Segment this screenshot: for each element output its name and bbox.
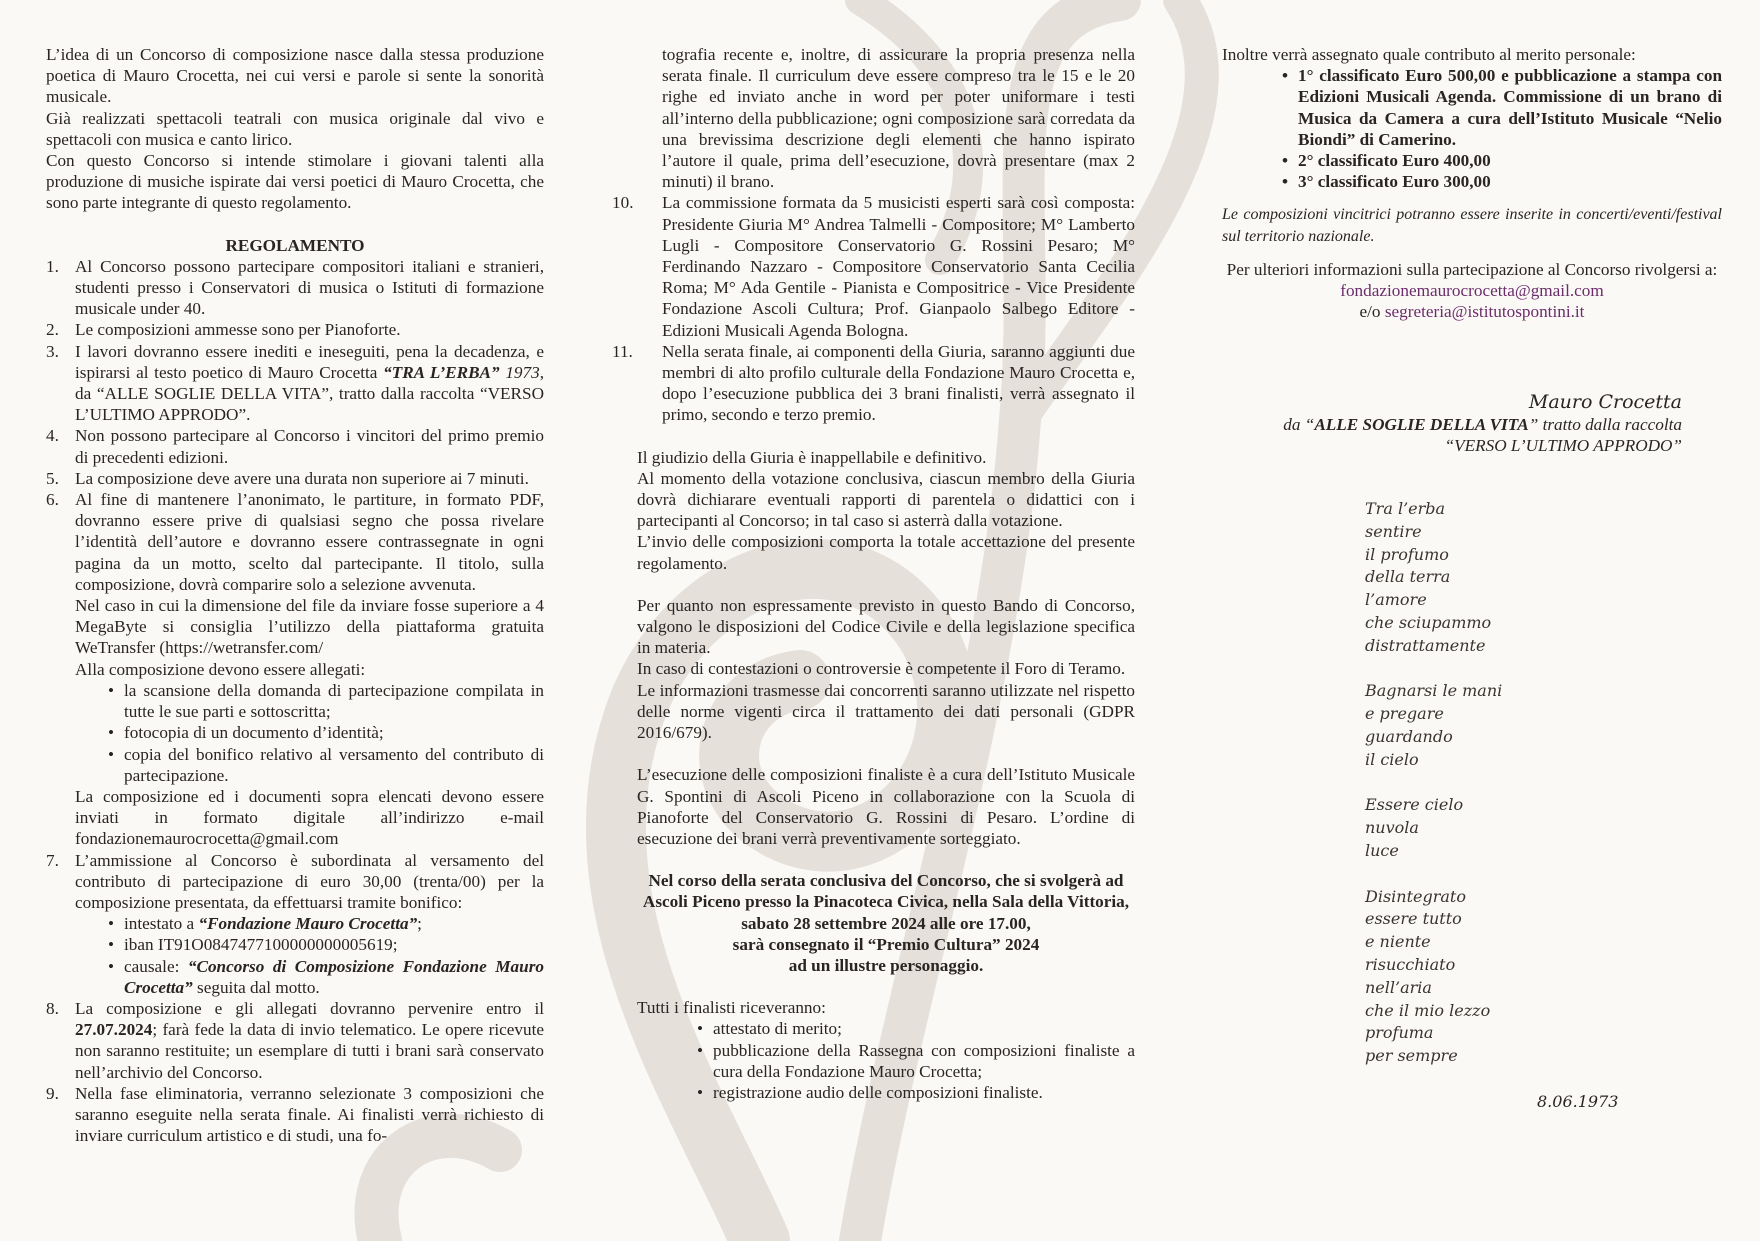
rule-5: 5. La composizione deve avere una durata non superiore ai 7 minuti. [46,468,529,488]
poem-line: il cielo [1365,749,1419,769]
info-text: Per ulteriori informazioni sulla partecipazione al Concorso rivolgersi a: [1226,259,1718,279]
payment-item: • iban IT91O0847477100000000005619; [108,934,544,955]
poem-line: che sciupammo [1365,613,1492,633]
poem-tra-l-erba [1365,498,1722,1068]
rule-11: 11. Nella serata finale, ai componenti della Giuria, saranno aggiunti due membri di alto profilo culturale della Fondazione Mauro Crocetta e, dopo l’esecuzione pubblica dei 3 brani finalisti, verrà assegnato il primo, secondo e terzo premio. [612,341,1135,425]
prizes-list [1222,65,1722,192]
civil-code: Per quanto non espressamente previsto in questo Bando di Concorso, valgono le disposizioni del Codice Civile e della legislazione specifica in materia. [637,595,1135,658]
poem-line: profuma [1365,1023,1434,1043]
rule-6-wetransfer: Nel caso in cui la dimensione del file da inviare fosse superiore a 4 MegaByte si consiglia l’utilizzo della piattaforma gratuita WeTransfer (https://wetransfer.com/ [75,596,544,658]
premio-cultura: sarà consegnato il “Premio Cultura” 2024 [732,934,1040,954]
poem-header [1222,392,1682,456]
email-link-2[interactable]: e/o segreteria@istitutospontini.it [1359,302,1585,322]
rule-6-email: La composizione ed i documenti sopra elencati devono essere inviati in formato digitale all’indirizzo e-mail fondazionemaurocrocetta@gmail.com [75,786,544,849]
intro-paragraph-2: Già realizzati spettacoli teatrali con musica originale dal vivo e spettacoli con musica e canto lirico. [46,108,544,149]
poem-line: luce [1365,841,1399,860]
rule-6: 6. Al fine di mantenere l’anonimato, le partiture, in formato PDF, dovranno essere prive di qualsiasi segno che possa rivelare l’identità dell’autore e dovranno essere contrassegnate in ogni pagina da un motto, scelto dal partecipante. Il titolo, sulla composizione, dovrà comparire solo a selezione avvenuta. Nel caso in cui la dimensione del file da inviare fosse superiore a 4 MegaByte si consiglia l’utilizzo della piattaforma gratuita WeTransfer (https://wetransfer.com/ Alla composizione devono essere allegati: • la scansione della domanda di partecipazione compilata in tutte le sue parti e sottoscritta; • fotocopia di un documento d’identità; • copia del bonifico relativo al versamento del contributo di partecipazione. La composizione ed i documenti sopra elencati devono essere inviati in formato digitale all’indirizzo e-mail fondazionemaurocrocetta@gmail.com [46,489,544,849]
poem-line: che il mio lezzo [1365,1000,1491,1020]
winners-note: Le composizioni vincitrici potranno essere inserite in concerti/eventi/festival sul territorio nazionale. [1222,206,1722,245]
attachment-item: • copia del bonifico relativo al versamento del contributo di partecipazione. [108,744,544,786]
poem-line: l’amore [1365,590,1427,610]
privacy: Le informazioni trasmesse dai concorrenti saranno utilizzate nel rispetto delle norme vigenti circa il trattamento dei dati personali (GDPR 2016/679). [637,680,1135,743]
poem-stanza [1365,680,1722,771]
execution-info: L’esecuzione delle composizioni finaliste è a cura dell’Istituto Musicale G. Spontini di Ascoli Piceno in collaborazione con la Scuola di Pianoforte del Conservatorio G. Rossini di Pesaro. L’ordine di esecuzione dei brani verrà preventivamente sorteggiato. [637,765,1135,848]
poem-collection: “VERSO L’ULTIMO APPRODO” [1444,435,1682,455]
merit-intro: Inoltre verrà assegnato quale contributo al merito personale: [1222,45,1636,64]
payment-item: • intestato a “Fondazione Mauro Crocetta”; [108,913,544,934]
poem-line: e niente [1365,932,1431,952]
poem-line: per sempre [1365,1046,1458,1066]
poem-line: Bagnarsi le mani [1365,681,1503,701]
poem-line: il profumo [1365,544,1449,564]
jury-declaration: Al momento della votazione conclusiva, ciascun membro della Giuria dovrà dichiarare eventuali rapporti di parentela o didattici con i partecipanti al Concorso; in tal caso si asterrà dalla votazione. [637,468,1135,531]
column-right [1222,44,1722,1112]
rules-list [46,256,544,1147]
rule-2: 2. Le composizioni ammesse sono per Pianoforte. [46,320,401,340]
poem-line: Disintegrato [1365,886,1466,906]
prize-first: • 1° classificato Euro 500,00 e pubblicazione a stampa con Edizioni Musicali Agenda. Commissione di un brano di Musica da Camera a cura dell’Istituto Musicale “Nelio Biondi” di Camerino. [1282,65,1722,150]
acceptance: L’invio delle composizioni comporta la totale accettazione del presente regolamento. [637,532,1135,573]
poem-source: da “ALLE SOGLIE DELLA VITA” tratto dalla raccolta [1283,414,1682,434]
poem-line: risucchiato [1365,954,1456,974]
rule-9-start: 9. Nella fase eliminatoria, verranno selezionate 3 composizioni che saranno eseguite nella serata finale. Ai finalisti verrà richiesto di inviare curriculum artistico e di studi, una fo- [46,1083,544,1146]
payment-item: • causale: “Concorso di Composizione Fondazione Mauro Crocetta” seguita dal motto. [108,956,544,998]
rule-8: 8. La composizione e gli allegati dovranno pervenire entro il 27.07.2024; farà fede la data di invio telematico. Le opere ricevute non saranno restituite; un esemplare di tutti i brani sarà conservato nell’archivio del Concorso. [46,998,544,1082]
poem-line: guardando [1365,727,1453,747]
rule-7: 7. L’ammissione al Concorso è subordinata al versamento del contributo di partecipazione di euro 30,00 (trenta/00) per la composizione presentata, da effettuarsi tramite bonifico: • intestato a “Fondazione Mauro Crocetta”; • iban IT91O0847477100000000005619; • causale: “Concorso di Composizione Fondazione Mauro Crocetta” seguita dal motto. [46,850,544,998]
payment-list [75,913,544,998]
rule-6-attachments-intro: Alla composizione devono essere allegati: [75,659,366,679]
poem-line: nuvola [1365,818,1419,838]
rule-3: 3. I lavori dovranno essere inediti e ineseguiti, pena la decadenza, e ispirarsi al testo poetico di Mauro Crocetta “TRA L’ERBA” 1973, da “ALLE SOGLIE DELLA VITA”, tratto dalla raccolta “VERSO L’ULTIMO APPRODO”. [46,341,544,425]
finalist-award: • registrazione audio delle composizioni finaliste. [697,1082,1135,1103]
rule-9-continued: tografia recente e, inoltre, di assicurare la propria presenza nella serata finale. Il curriculum deve essere compreso tra le 15 e le 20 righe ed inviato anche in word per poter uniformare i testi all’interno della pubblicazione; ogni composizione sarà corredata da una brevissima descrizione degli elementi che hanno ispirato l’autore il quale, prima dell’esecuzione, dovrà presentare (max 2 minuti) il brano. [662,45,1135,192]
rule-1: 1. Al Concorso possono partecipare compositori italiani e stranieri, studenti presso i Conservatori di musica o Istituti di formazione musicale under 40. [46,256,544,319]
poem-line: Essere cielo [1365,795,1464,815]
column-middle [612,44,1135,1103]
poem-stanza [1365,498,1722,658]
attachments-list [75,680,544,786]
finalist-award: • pubblicazione della Rassegna con composizioni finaliste a cura della Fondazione Mauro Crocetta; [697,1040,1135,1082]
rule-4: 4. Non possono partecipare al Concorso i vincitori del primo premio di precedenti edizioni. [46,426,544,467]
poem-author: Mauro Crocetta [1528,391,1682,414]
attachment-item: • la scansione della domanda di partecipazione compilata in tutte le sue parti e sottoscritta; [108,680,544,722]
intro-paragraph-3: Con questo Concorso si intende stimolare i giovani talenti alla produzione di musiche ispirate dai versi poetici di Mauro Crocetta, che sono parte integrante di questo regolamento. [46,151,544,213]
intro-paragraph-1: L’idea di un Concorso di composizione nasce dalla stessa produzione poetica di Mauro Crocetta, nei cui versi e parole si sente la sonorità musicale. [46,45,544,107]
regolamento-heading: REGOLAMENTO [225,235,365,255]
poem-line: e pregare [1365,704,1444,724]
poem-stanza [1365,794,1722,862]
prize-third: • 3° classificato Euro 300,00 [1282,171,1722,192]
rule-10: 10. La commissione formata da 5 musicisti esperti sarà così composta: Presidente Giuria M° Andrea Talmelli - Compositore; M° Lamberto Lugli - Compositore Conservatorio G. Rossini Pesaro; M° Ferdinando Nazzaro - Compositore Conservatorio Santa Cecilia Roma; M° Ada Gentile - Pianista e Compositrice - Vice Presidente Fondazione Ascoli Cultura; Prof. Gianpaolo Salbego Editore - Edizioni Musicali Agenda Bologna. [612,193,1135,340]
illustrious-person: ad un illustre personaggio. [788,955,984,975]
poem-line: sentire [1365,521,1422,541]
court: In caso di contestazioni o controversie è competente il Foro di Teramo. [637,659,1126,679]
rules-list-continued [612,44,1135,426]
poem-line: essere tutto [1365,909,1462,929]
finalists-list [637,1018,1135,1103]
poem-line: della terra [1365,567,1451,587]
jury-judgement: Il giudizio della Giuria è inappellabile e definitivo. [637,447,987,467]
poem-line: distrattamente [1365,635,1486,655]
column-left [46,44,544,1146]
poem-line: nell’aria [1365,977,1432,997]
finalists-intro: Tutti i finalisti riceveranno: [637,998,826,1018]
final-evening-text: Nel corso della serata conclusiva del Concorso, che si svolgerà ad Ascoli Piceno presso la Pinacoteca Civica, nella Sala della Vittoria, sabato 28 settembre 2024 alle ore 17.00, [642,871,1130,933]
email-link-1[interactable]: fondazionemaurocrocetta@gmail.com [1340,281,1604,301]
poem-line: Tra l’erba [1365,499,1446,519]
poem-date: 8.06.1973 [1537,1091,1619,1111]
attachment-item: • fotocopia di un documento d’identità; [108,722,544,743]
poem-stanza [1365,886,1722,1068]
prize-second: • 2° classificato Euro 400,00 [1282,150,1722,171]
finalist-award: • attestato di merito; [697,1018,1135,1039]
